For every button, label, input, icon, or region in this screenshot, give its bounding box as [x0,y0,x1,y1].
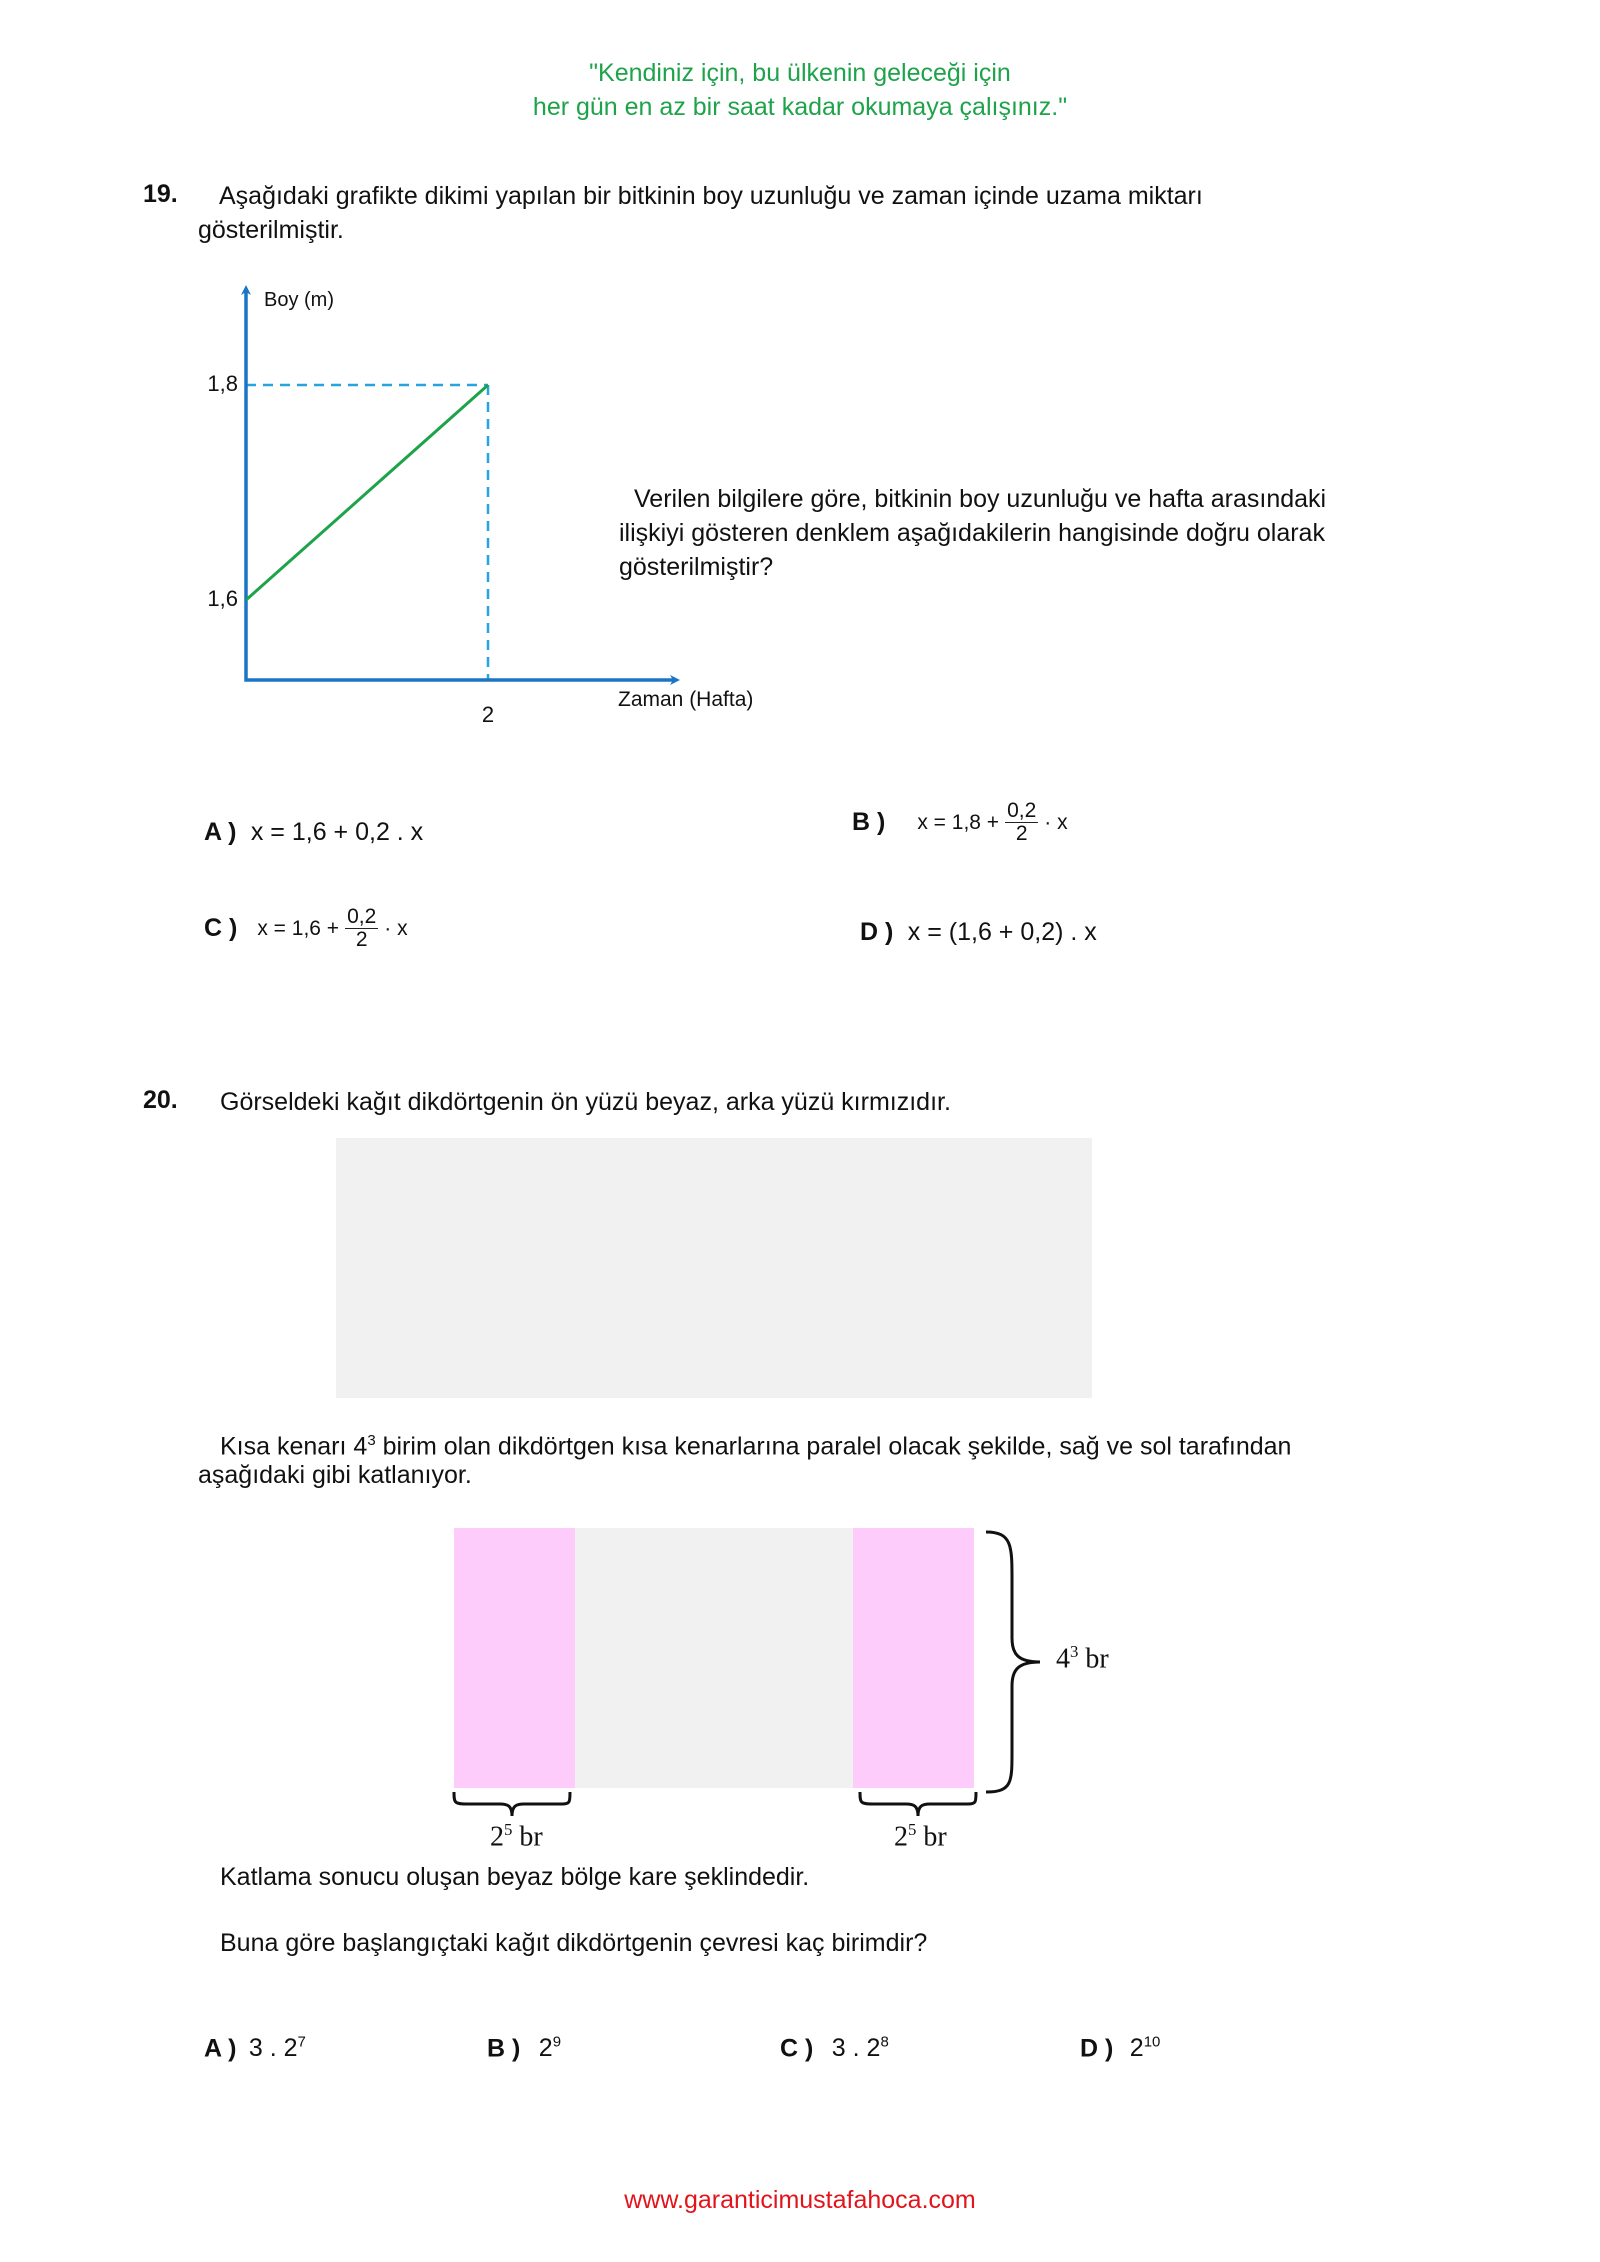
question-intro: Görseldeki kağıt dikdörtgenin ön yüzü beyaz, arka yüzü kırmızıdır. [220,1088,951,1116]
option-suffix: · x [1044,810,1068,834]
option-letter: B ) [487,2034,521,2063]
option-letter: C ) [204,914,238,942]
exponent: 5 [504,1820,513,1839]
series-line [246,385,488,600]
option-a[interactable] [204,2034,306,2063]
base: 2 [538,2034,553,2063]
header-quote-line-1: "Kendiniz için, bu ülkenin geleceği için [589,59,1011,87]
left-width-label [490,1820,543,1853]
option-a[interactable] [204,818,423,847]
exponent: 8 [880,2034,889,2051]
numerator: 0,2 [347,905,377,928]
denominator: 2 [1015,822,1028,845]
left-bottom-brace-icon [454,1792,570,1816]
option-suffix: · x [384,916,408,940]
question-intro-line-1: Aşağıdaki grafikte dikimi yapılan bir bitkinin boy uzunluğu ve zaman içinde uzama miktarı [219,182,1203,210]
exponent: 10 [1143,2034,1161,2051]
footer-website-link[interactable]: www.garanticimustafahoca.com [624,2186,976,2214]
denominator: 2 [355,928,368,951]
exponent: 5 [908,1820,917,1839]
option-b[interactable] [852,800,1068,845]
numerator: 0,2 [1007,799,1037,822]
question-prompt-line-1: Verilen bilgilere göre, bitkinin boy uzunluğu ve hafta arasındaki [634,485,1327,513]
option-value [539,2034,561,2062]
option-text: x = 1,6 + 0,2 . x [250,818,424,846]
fraction [1005,800,1038,845]
height-label [1056,1642,1109,1675]
question-prompt-line-3: gösterilmiştir? [619,553,774,581]
option-letter: C ) [780,2034,814,2063]
fraction [345,906,378,951]
right-width-label [894,1820,947,1853]
text: Kısa kenarı 4 [220,1432,368,1461]
unit: br [916,1821,947,1853]
question-intro-line-2: gösterilmiştir. [198,216,344,244]
question-prompt-line-2: ilişkiyi gösteren denklem aşağıdakilerin hangisinde doğru olarak [619,519,1325,547]
option-prefix: x = 1,8 + [917,810,1000,834]
x-axis-label: Zaman (Hafta) [618,688,754,711]
header-quote-line-2: her gün en az bir saat kadar okumaya çalışınız." [532,93,1068,121]
fold-description-line-2: aşağıdaki gibi katlanıyor. [198,1461,472,1489]
paper-rectangle [336,1138,1092,1398]
base: 2 [490,1821,504,1853]
text: birim olan dikdörtgen kısa kenarlarına paralel olacak şekilde, sağ ve sol tarafından [375,1432,1292,1461]
option-letter: B ) [852,808,886,836]
base: 3 . 2 [248,2034,298,2063]
right-bottom-brace-icon [860,1792,976,1816]
exponent: 3 [1070,1642,1079,1661]
base: 2 [1129,2034,1144,2063]
unit: br [1078,1643,1109,1675]
base: 4 [1056,1643,1070,1675]
exponent: 3 [367,1432,376,1449]
option-b[interactable] [487,2034,561,2063]
option-letter: A ) [204,2034,237,2063]
base: 3 . 2 [831,2034,881,2063]
right-brace-icon [986,1532,1040,1792]
option-value [832,2034,889,2062]
x-tick-label: 2 [481,702,495,727]
y-tick-label: 1,6 [207,586,238,611]
brace-annotations [440,1520,1040,1840]
question-number: 20. [143,1086,178,1114]
y-tick-label: 1,8 [207,371,238,396]
option-value [1130,2034,1161,2062]
option-letter: A ) [204,818,237,846]
result-statement: Katlama sonucu oluşan beyaz bölge kare şeklindedir. [220,1863,810,1891]
option-prefix: x = 1,6 + [257,916,340,940]
unit: br [512,1821,543,1853]
option-c[interactable] [780,2034,889,2063]
y-axis-label: Boy (m) [264,289,334,311]
option-c[interactable] [204,906,408,951]
question-prompt: Buna göre başlangıçtaki kağıt dikdörtgenin çevresi kaç birimdir? [220,1929,928,1957]
option-d[interactable] [1080,2034,1160,2063]
option-text: x = (1,6 + 0,2) . x [907,918,1097,946]
option-letter: D ) [1080,2034,1114,2063]
option-letter: D ) [860,918,894,946]
option-value [249,2034,306,2062]
exponent: 7 [297,2034,306,2051]
base: 2 [894,1821,908,1853]
question-number: 19. [143,180,178,208]
option-d[interactable] [860,918,1097,947]
exponent: 9 [552,2034,562,2051]
